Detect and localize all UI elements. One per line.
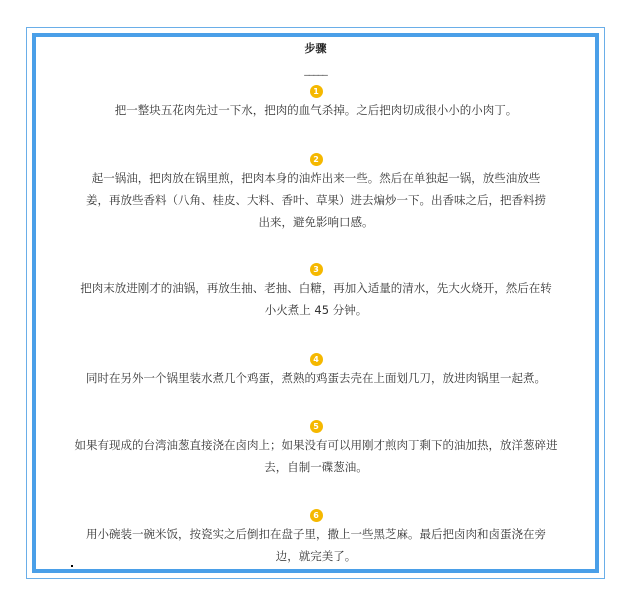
stray-dot — [71, 565, 73, 567]
step-5 — [66, 420, 566, 478]
heading-divider: _____ — [304, 63, 327, 76]
recipe-steps-panel — [32, 33, 599, 573]
step-number-badge: 3 — [310, 263, 323, 276]
step-text: 把肉末放进刚才的油锅，再放生抽、老抽、白糖，再加入适量的清水，先大火烧开，然后在转小火煮上 45 分钟。 — [80, 281, 552, 317]
step-number-badge: 6 — [310, 509, 323, 522]
step-number-badge: 1 — [310, 85, 323, 98]
step-text: 起一锅油，把肉放在锅里煎，把肉本身的油炸出来一些。然后在单独起一锅，放些油放些姜，再放些香料（八角、桂皮、大料、香叶、草果）进去煸炒一下。出香味之后，把香料捞出来，避免影响口感。 — [86, 171, 546, 229]
step-number-badge: 5 — [310, 420, 323, 433]
step-2 — [66, 153, 566, 233]
step-number-badge: 2 — [310, 153, 323, 166]
steps-heading: 步骤 — [304, 42, 327, 55]
step-6 — [66, 509, 566, 567]
step-4 — [66, 353, 566, 389]
step-text: 用小碗装一碗米饭，按瓷实之后倒扣在盘子里，撒上一些黑芝麻。最后把卤肉和卤蛋浇在旁边，就完美了。 — [86, 527, 546, 563]
step-3 — [66, 263, 566, 321]
step-1 — [66, 85, 566, 121]
step-text: 把一整块五花肉先过一下水，把肉的血气杀掉。之后把肉切成很小小的小肉丁。 — [114, 103, 518, 117]
step-text: 如果有现成的台湾油葱直接浇在卤肉上；如果没有可以用刚才煎肉丁剩下的油加热，放洋葱碎进去，自制一碟葱油。 — [74, 438, 558, 474]
step-number-badge: 4 — [310, 353, 323, 366]
step-text: 同时在另外一个锅里装水煮几个鸡蛋，煮熟的鸡蛋去壳在上面划几刀，放进肉锅里一起煮。 — [86, 371, 546, 385]
